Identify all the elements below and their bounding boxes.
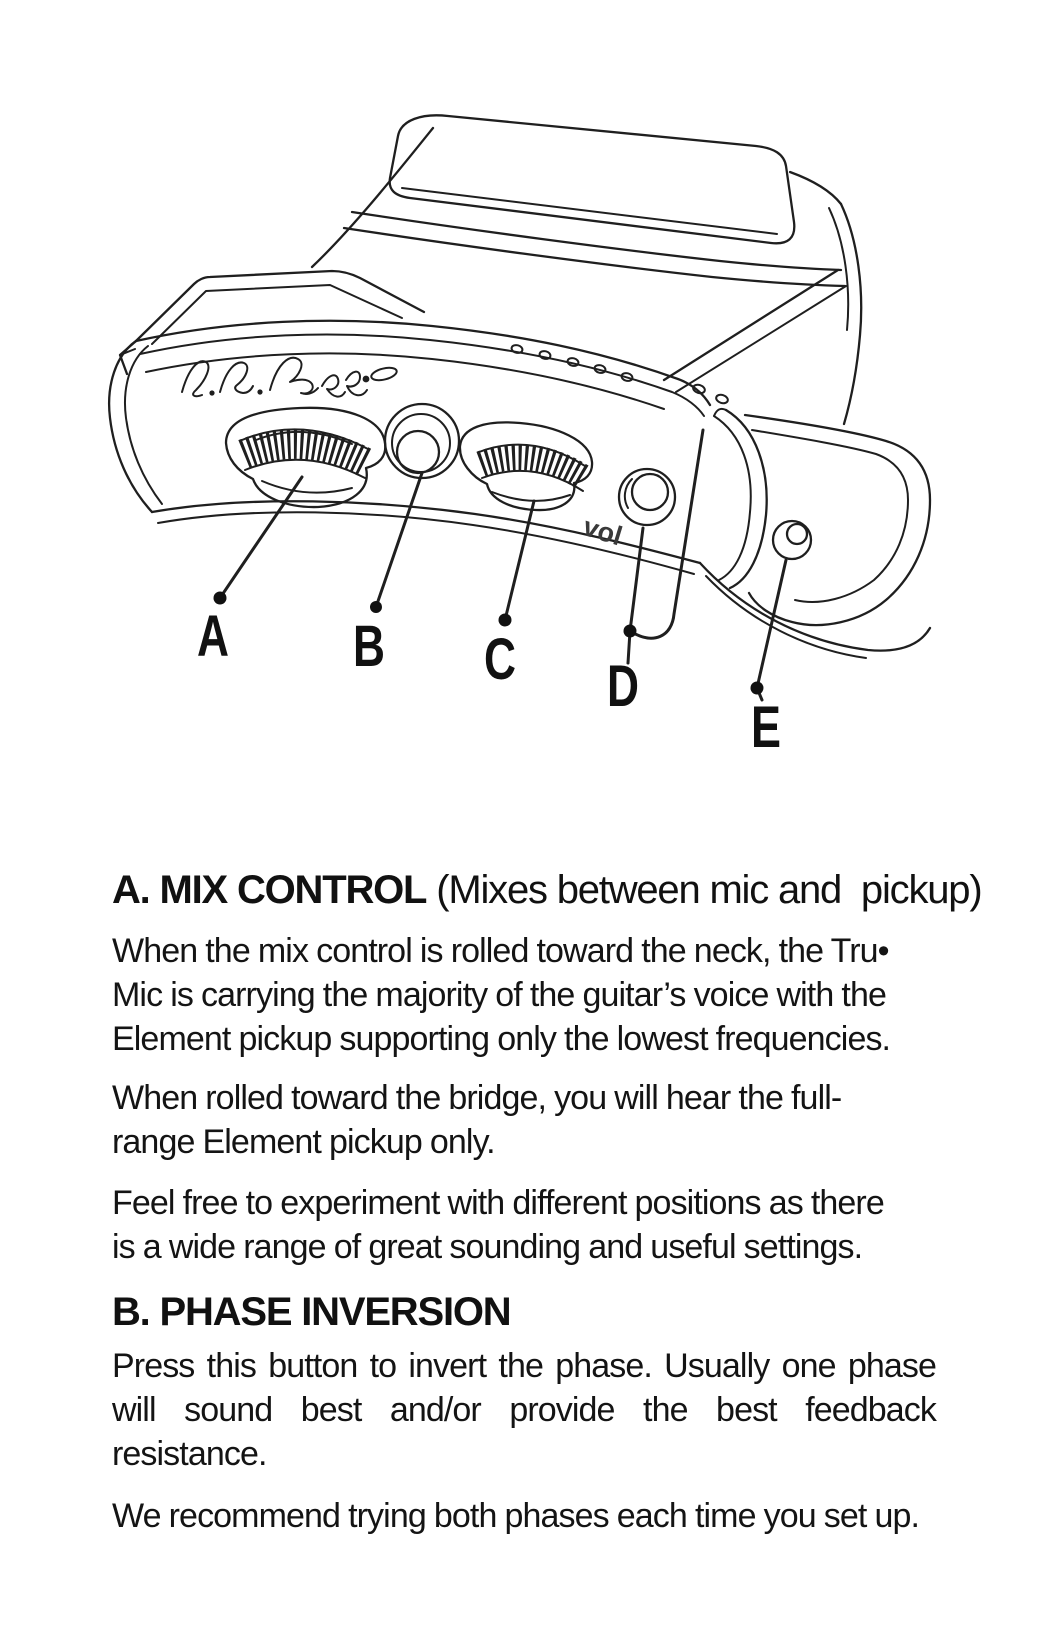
body-line: When rolled toward the bridge, you will hear the full-: [112, 1079, 842, 1117]
section-a-heading: [112, 866, 982, 914]
callout-E: [751, 560, 787, 760]
section-b-heading-bold: B. PHASE INVERSION: [112, 1290, 511, 1334]
phase-button: [385, 404, 459, 478]
mix-control-wheel: [226, 408, 385, 507]
callout-letter-A: A: [197, 604, 229, 669]
body-line: Feel free to experiment with different positions as there: [112, 1184, 884, 1222]
paragraph: [112, 1494, 942, 1538]
body-line: range Element pickup only.: [112, 1123, 495, 1161]
body-line: We recommend trying both phases each time you set up.: [112, 1497, 920, 1535]
mounting-screw: [773, 521, 811, 559]
volume-wheel: [460, 422, 592, 510]
callout-A: [197, 477, 302, 669]
body-line: is a wide range of great sounding and useful settings.: [112, 1228, 863, 1266]
body-line: Element pickup supporting only the lowest frequencies.: [112, 1020, 891, 1058]
output-ring: [619, 469, 675, 525]
paragraph: [112, 929, 942, 1061]
section-a-heading-bold: A. MIX CONTROL: [112, 868, 427, 912]
vol-label: vol: [579, 511, 626, 552]
callout-letter-B: B: [353, 614, 385, 679]
guitar-body-outline: [312, 128, 861, 424]
paragraph: [112, 1344, 942, 1476]
callout-letter-E: E: [751, 695, 781, 760]
body-line: resistance.: [112, 1435, 267, 1473]
body-line: When the mix control is rolled toward the neck, the Tru•: [112, 932, 889, 970]
callout-C: [484, 501, 534, 692]
body-line: will sound best and/or provide the best feedback: [112, 1391, 936, 1429]
section-b-heading: [112, 1288, 942, 1336]
paragraph: [112, 1181, 942, 1269]
callout-D: [607, 430, 703, 719]
right-wing-flange: [700, 415, 930, 658]
brand-signature: [182, 358, 398, 397]
guitar-pickup-line-drawing: [0, 0, 1050, 780]
callout-letter-C: C: [484, 627, 516, 692]
body-line: Press this button to invert the phase. Usually one phase: [112, 1347, 936, 1385]
paragraph: [112, 1076, 942, 1164]
fretboard: [390, 115, 795, 243]
body-line: Mic is carrying the majority of the guitar’s voice with the: [112, 976, 886, 1014]
callout-letter-D: D: [607, 654, 639, 719]
section-a-heading-rest: (Mixes between mic and pickup): [426, 868, 982, 912]
